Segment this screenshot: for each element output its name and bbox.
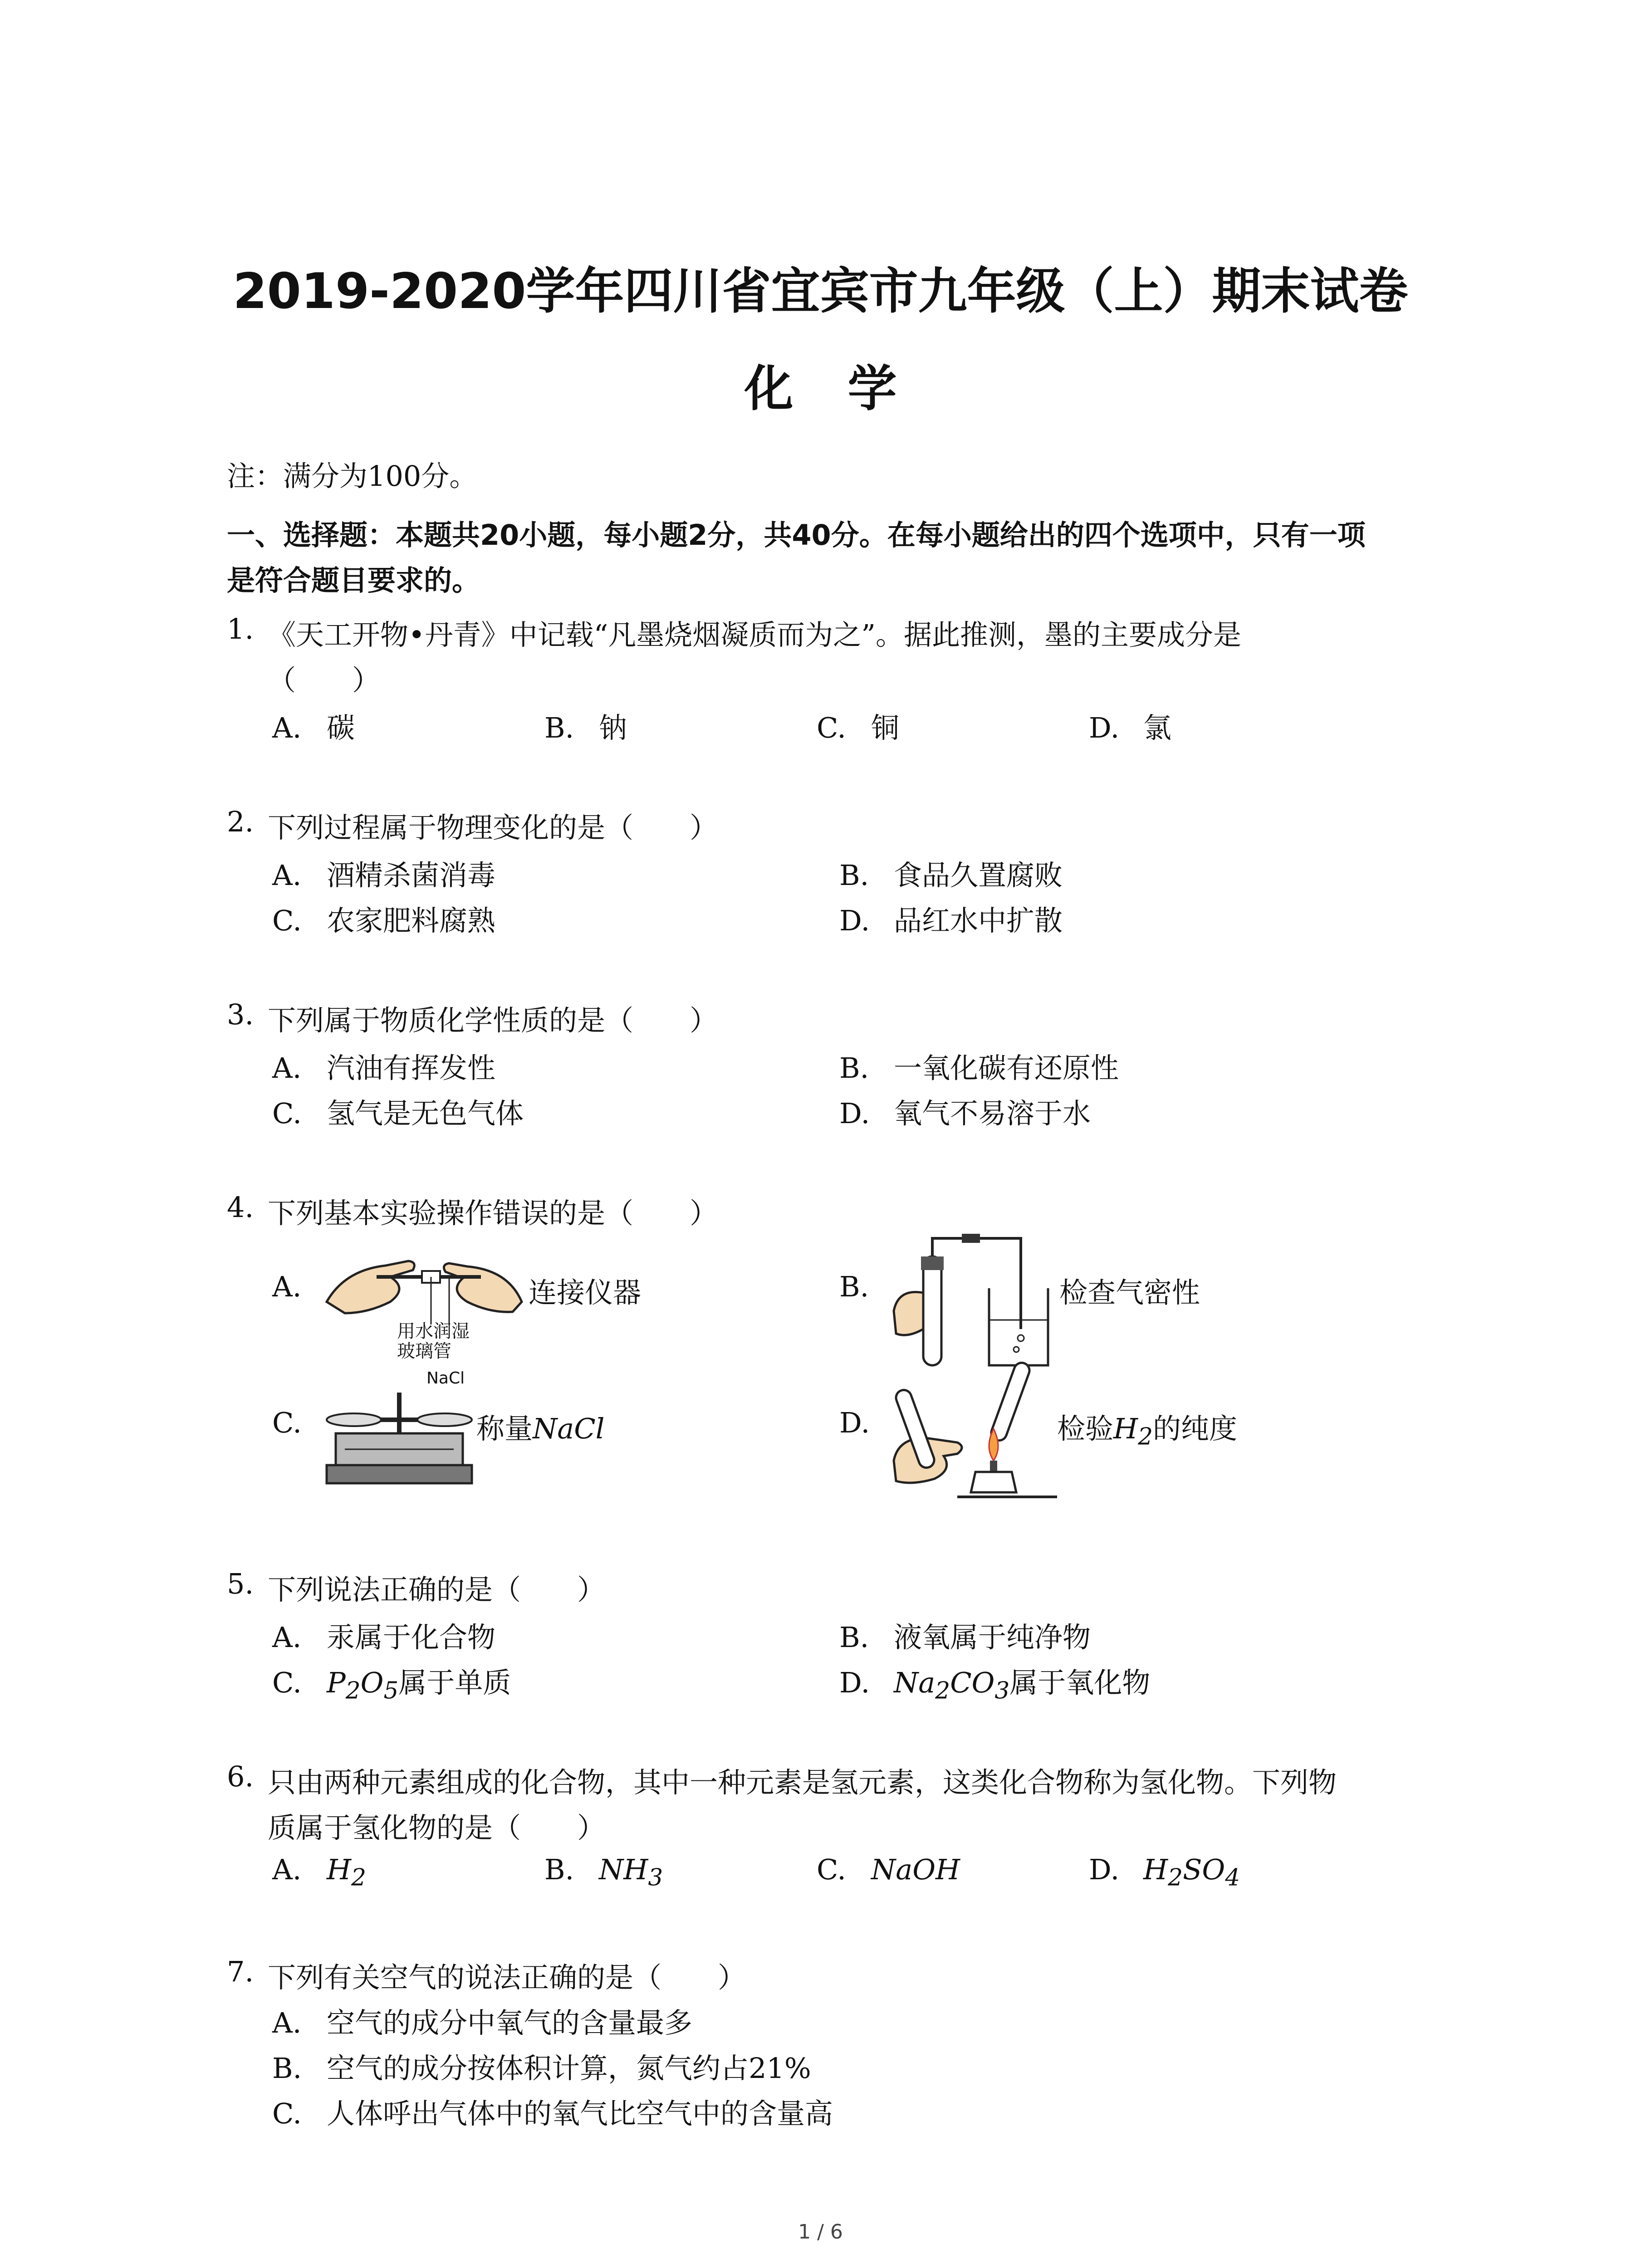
question-6-stem: 只由两种元素组成的化合物，其中一种元素是氢元素，这类化合物称为氢化物。下列物 <box>268 1766 1337 1799</box>
q4-option-b-text: 检查气密性 <box>1059 1276 1200 1309</box>
question-4-number: 4. <box>227 1191 254 1224</box>
question-3-stem: 下列属于物质化学性质的是（ ） <box>268 1004 718 1037</box>
question-1-blank: （ ） <box>268 664 381 697</box>
question-2-number: 2. <box>227 805 254 838</box>
q3-option-c: C. 氢气是无色气体 <box>272 1097 524 1130</box>
q1-option-d: D. 氯 <box>1089 711 1172 744</box>
q4-option-b-label: B. <box>839 1270 869 1303</box>
airtightness-check-figure <box>889 1229 1062 1374</box>
question-7-stem: 下列有关空气的说法正确的是（ ） <box>268 1961 746 1994</box>
q5-option-c: C. $P_2O_5$属于单质 <box>272 1666 511 1705</box>
question-5-number: 5. <box>227 1567 254 1600</box>
q4-option-a-label: A. <box>272 1270 302 1303</box>
q3-option-a: A. 汽油有挥发性 <box>272 1051 496 1085</box>
q1-option-a: A. 碳 <box>272 711 355 744</box>
connect-tube-hands-figure <box>318 1234 531 1361</box>
q7-option-a: A. 空气的成分中氧气的含量最多 <box>272 2006 693 2039</box>
question-2-stem: 下列过程属于物理变化的是（ ） <box>268 811 718 844</box>
q1-option-c: C. 铜 <box>817 711 900 744</box>
q2-option-c: C. 农家肥料腐熟 <box>272 904 496 937</box>
page-number: 1 / 6 <box>798 2220 843 2244</box>
question-4-stem: 下列基本实验操作错误的是（ ） <box>268 1197 718 1230</box>
q1-option-b: B. 钠 <box>544 711 627 744</box>
q7-option-c: C. 人体呼出气体中的氧气比空气中的含量高 <box>272 2097 833 2130</box>
score-note: 注：满分为100分。 <box>227 459 478 493</box>
question-7-number: 7. <box>227 1955 254 1988</box>
q4a-caption-2: 玻璃管 <box>397 1341 451 1361</box>
question-5-stem: 下列说法正确的是（ ） <box>268 1573 606 1606</box>
q2-option-d: D. 品红水中扩散 <box>839 904 1063 937</box>
section-heading-line2: 是符合题目要求的。 <box>227 564 480 597</box>
question-1-stem: 《天工开物•丹青》中记载“凡墨烧烟凝质而为之”。据此推测，墨的主要成分是 <box>268 618 1241 651</box>
q7-option-b: B. 空气的成分按体积计算，氮气约占21% <box>272 2052 811 2085</box>
q5-option-b: B. 液氧属于纯净物 <box>839 1621 1091 1654</box>
page-title: 2019-2020学年四川省宜宾市九年级（上）期末试卷 <box>233 263 1408 320</box>
q5-option-d: D. $Na_2CO_3$属于氧化物 <box>839 1666 1151 1705</box>
hydrogen-purity-test-figure <box>889 1356 1062 1506</box>
q2-option-b: B. 食品久置腐败 <box>839 859 1063 892</box>
section-heading-line1: 一、选择题：本题共20小题，每小题2分，共40分。在每小题给出的四个选项中，只有一项 <box>227 518 1366 552</box>
q5-option-a: A. 汞属于化合物 <box>272 1621 496 1654</box>
question-3-number: 3. <box>227 998 254 1031</box>
q4-option-c-text: 称量NaCl <box>476 1412 605 1445</box>
question-6-stem-line2: 质属于氢化物的是（ ） <box>268 1811 606 1844</box>
q4-option-a-text: 连接仪器 <box>529 1276 642 1309</box>
q6-option-d: D. $H_2SO_4$ <box>1089 1853 1240 1892</box>
q4c-figure-caption: NaCl <box>426 1369 465 1388</box>
q4-option-d-text: 检验$H_2$的纯度 <box>1057 1412 1237 1451</box>
question-1-number: 1. <box>227 612 254 645</box>
q3-option-d: D. 氧气不易溶于水 <box>839 1097 1091 1130</box>
q6-option-b: B. $NH_3$ <box>544 1853 663 1892</box>
page-subject: 化学 <box>744 361 951 417</box>
q4-option-d-label: D. <box>839 1406 870 1439</box>
q6-option-a: A. $H_2$ <box>272 1853 366 1892</box>
q2-option-a: A. 酒精杀菌消毒 <box>272 859 496 892</box>
balance-scale-figure <box>318 1365 481 1501</box>
q4-option-c-label: C. <box>272 1406 302 1439</box>
q6-option-c: C. NaOH <box>817 1853 960 1886</box>
q3-option-b: B. 一氧化碳有还原性 <box>839 1051 1119 1085</box>
q4a-caption-1: 用水润湿 <box>397 1321 470 1342</box>
question-6-number: 6. <box>227 1760 254 1793</box>
